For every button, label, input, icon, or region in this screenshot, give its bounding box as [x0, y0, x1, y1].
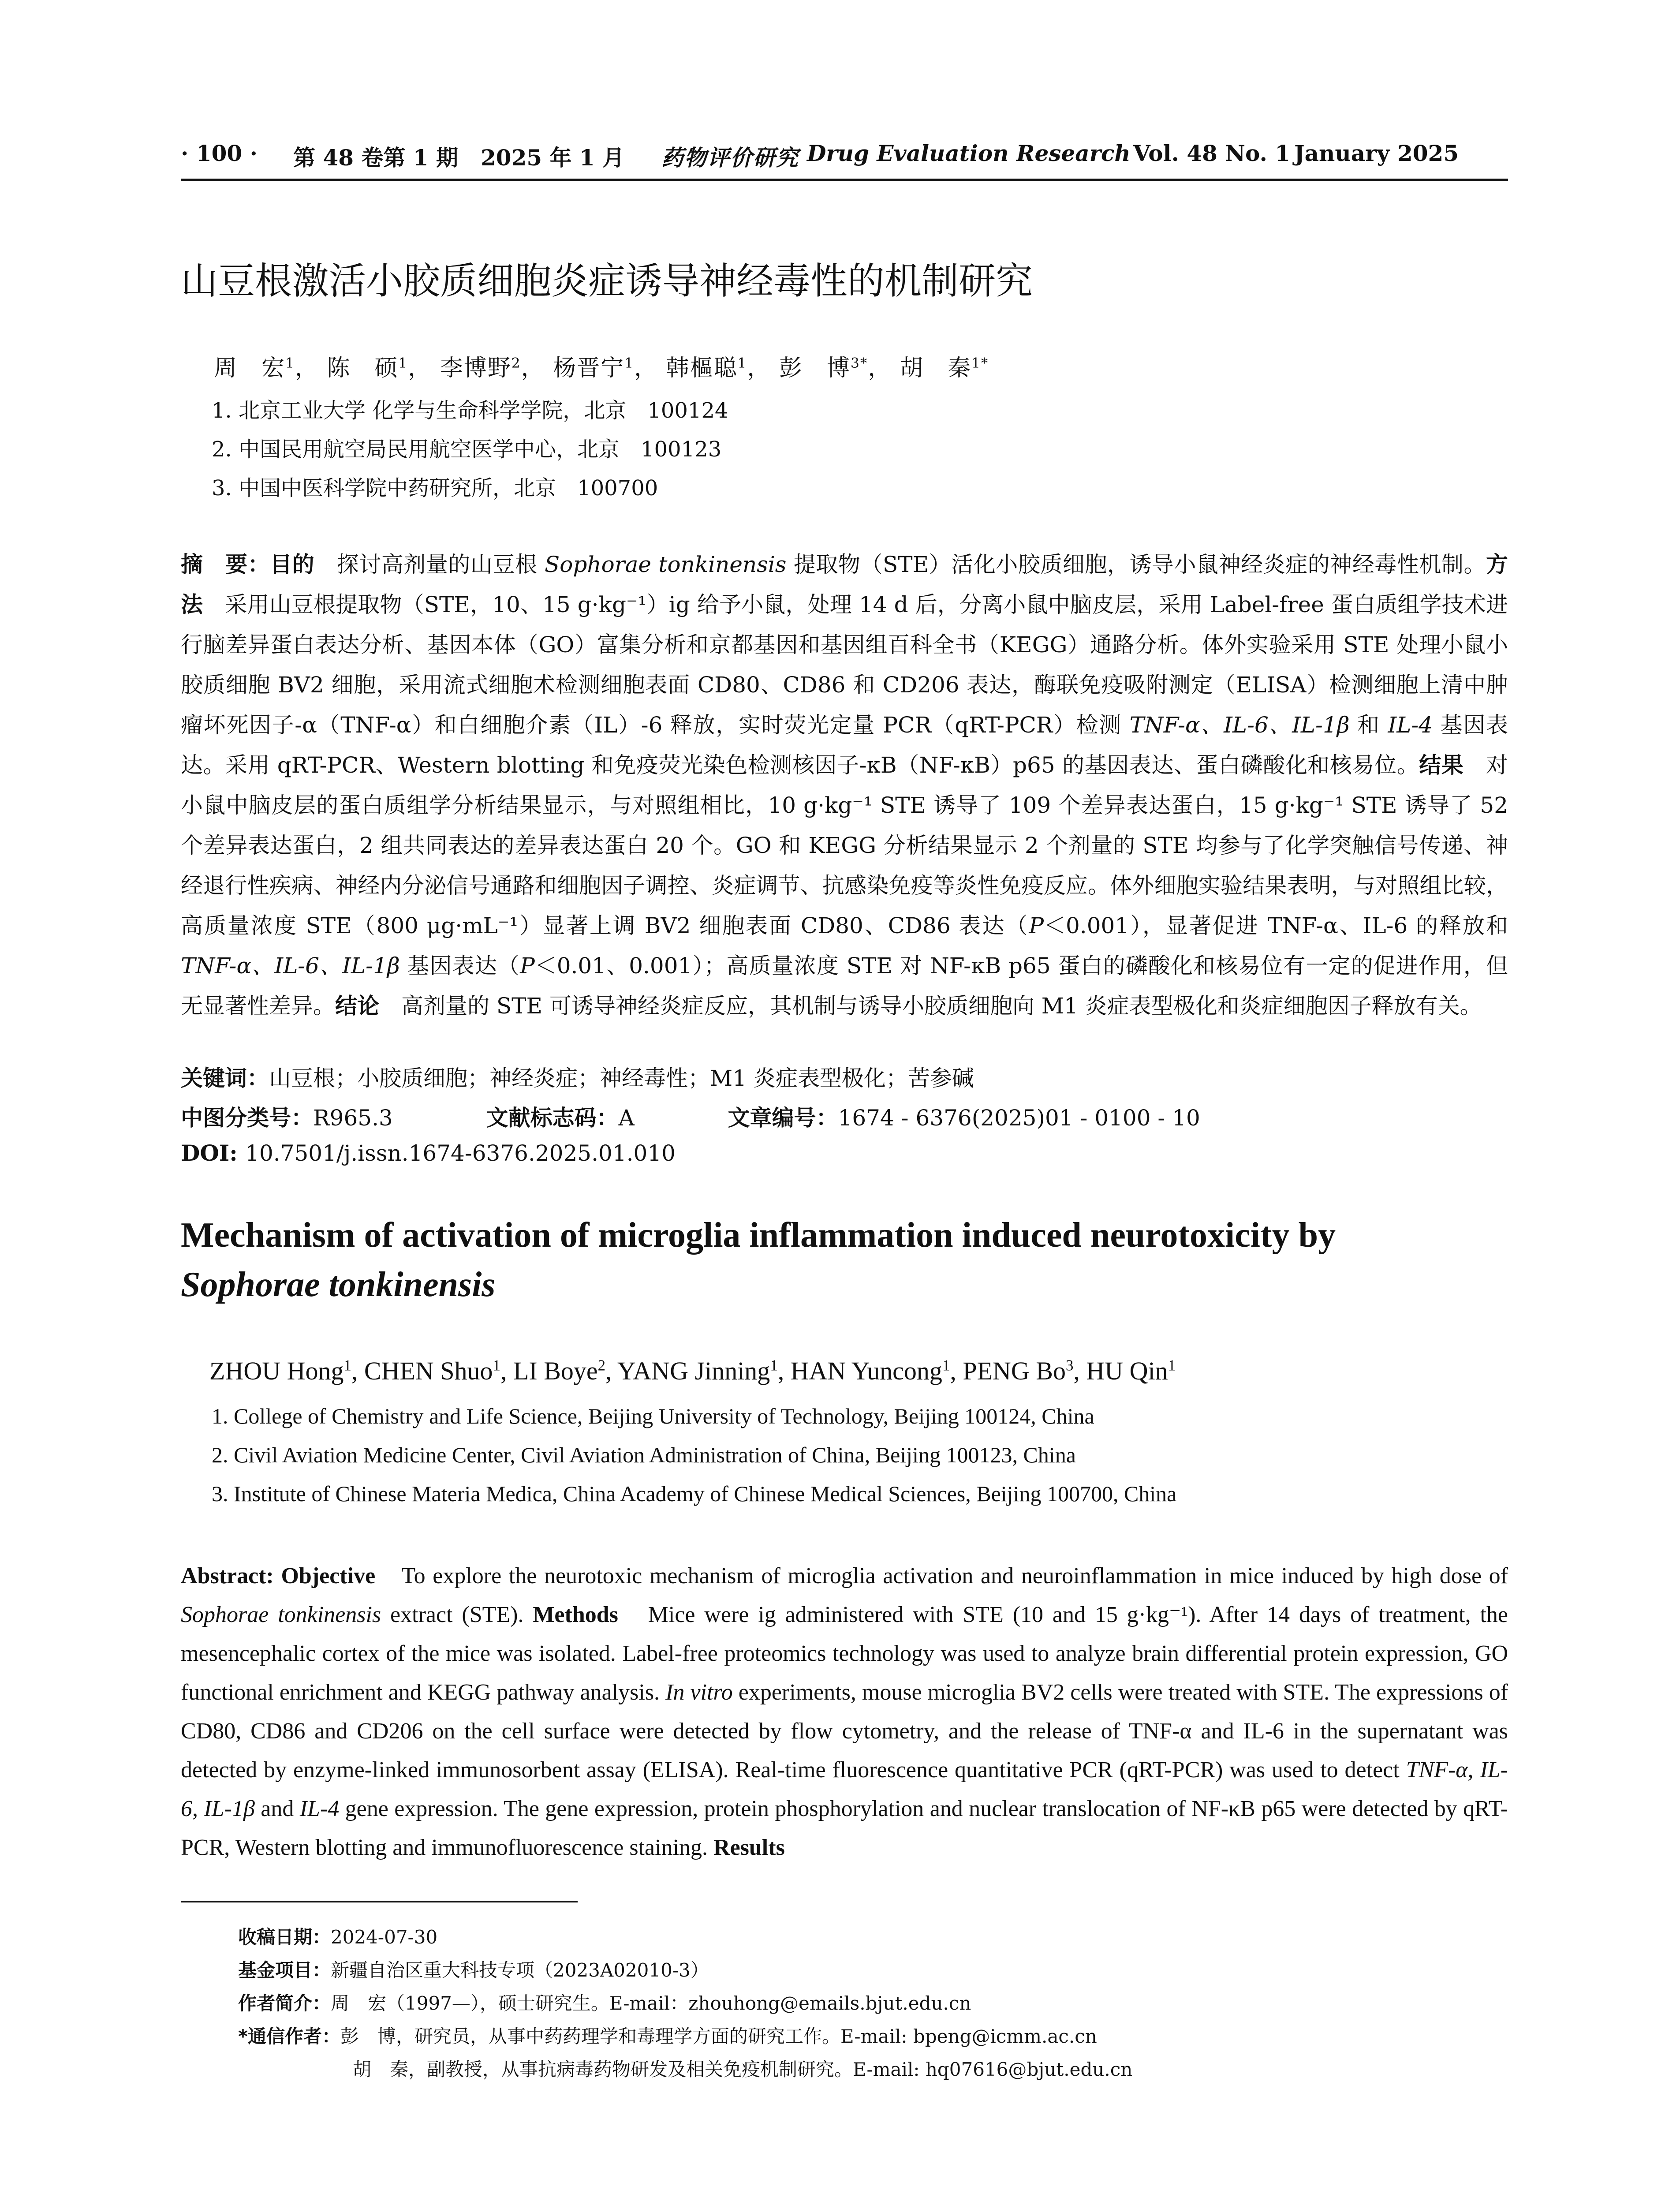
journal-name-en: Drug Evaluation Research: [807, 140, 1131, 166]
volume-cn: 第 48 卷第 1 期: [293, 145, 458, 171]
author-en: CHEN Shuo$^1$: [364, 1357, 500, 1385]
footnote-rule: [181, 1901, 578, 1902]
page-title-en: Mechanism of activation of microglia inflammation induced neurotoxicity by Sophorae tonkinensis: [181, 1216, 1336, 1304]
abstract-cn: 摘 要：目的 探讨高剂量的山豆根 Sophorae tonkinensis 提取物（STE）活化小胶质细胞，诱导小鼠神经炎症的神经毒性机制。方法 采用山豆根提取物（STE，10、15 g·kg⁻¹）ig 给予小鼠，处理 14 d 后，分离小鼠中脑皮层，采用 Label-free 蛋白质组学技术进行脑差异蛋白表达分析、基因本体（GO）富集分析和京都基因和基因组百科全书（KEGG）通路分析。体外实验采用 STE 处理小鼠小胶质细胞 BV2 细胞，采用流式细胞术检测细胞表面 CD80、CD86 和 CD206 表达，酶联免疫吸附测定（ELISA）检测细胞上清中肿瘤坏死因子-α（TNF-α）和白细胞介素（IL）-6 释放，实时荧光定量 PCR（qRT-PCR）检测 TNF-α、IL-6、IL-1β 和 IL-4 基因表达。采用 qRT-PCR、Western blotting 和免疫荧光染色检测核因子-κB（NF-κB）p65 的基因表达、蛋白磷酸化和核易位。结果 对小鼠中脑皮层的蛋白质组学分析结果显示，与对照组相比，10 g·kg⁻¹ STE 诱导了 109 个差异表达蛋白，15 g·kg⁻¹ STE 诱导了 52 个差异表达蛋白，2 组共同表达的差异表达蛋白 20 个。GO 和 KEGG 分析结果显示 2 个剂量的 STE 均参与了化学突触信号传递、神经退行性疾病、神经内分泌信号通路和细胞因子调控、炎症调节、抗感染免疫等炎性免疫反应。体外细胞实验结果表明，与对照组比较，高质量浓度 STE（800 μg·mL⁻¹）显著上调 BV2 细胞表面 CD80、CD86 表达（P＜0.001），显著促进 TNF-α、IL-6 的释放和 TNF-α、IL-6、IL-1β 基因表达（P＜0.01、0.001）；高质量浓度 STE 对 NF-κB p65 蛋白的磷酸化和核易位有一定的促进作用，但无显著性差异。结论 高剂量的 STE 可诱导神经炎症反应，其机制与诱导小胶质细胞向 M1 炎症表型极化和炎症细胞因子释放有关。: [181, 552, 1508, 1019]
author-cn: 陈 硕$^1$: [327, 355, 408, 381]
page-title-cn: 山豆根激活小胶质细胞炎症诱导神经毒性的机制研究: [181, 259, 1033, 303]
footnote-corresponding: *通信作者：彭 博，研究员，从事中药药理学和毒理学方面的研究工作。E-mail: bpeng@icmm.ac.cn: [238, 2026, 1097, 2047]
author-en: YANG Jinning$^1$: [617, 1357, 778, 1385]
conclusion-label-cn: 结论: [335, 993, 379, 1019]
footnote-corresponding-2: 胡 秦，副教授，从事抗病毒药物研发及相关免疫机制研究。E-mail: hq07616@bjut.edu.cn: [353, 2059, 1133, 2080]
abstract-en: Abstract: Objective To explore the neurotoxic mechanism of microglia activation and neuroinflammation in mice induced by high dose of Sophorae tonkinensis extract (STE). Methods Mice were ig administered with STE (10 and 15 g·kg⁻¹). After 14 days of treatment, the mesencephalic cortex of the mice was isolated. Label-free proteomics technology was used to analyze brain differential protein expression, GO functional enrichment and KEGG pathway analysis. In vitro experiments, mouse microglia BV2 cells were treated with STE. The expressions of CD80, CD86 and CD206 on the cell surface were detected by flow cytometry, and the release of TNF-α and IL-6 in the supernatant was detected by enzyme-linked immunosorbent assay (ELISA). Real-time fluorescence quantitative PCR (qRT-PCR) was used to detect TNF-α, IL-6, IL-1β and IL-4 gene expression. The gene expression, protein phosphorylation and nuclear translocation of NF-κB p65 were detected by qRT-PCR, Western blotting and immunofluorescence staining. Results: [181, 1563, 1508, 1860]
affiliation-cn-2: 2. 中国民用航空局民用航空医学中心，北京 100123: [212, 437, 722, 462]
methods-label-cn: 方法: [181, 552, 1508, 617]
author-cn: 彭 博$^{3*}$: [779, 355, 868, 381]
page-number: · 100 ·: [181, 140, 258, 166]
author-cn: 杨晋宁$^1$: [553, 355, 635, 381]
abstract-label-en: Abstract: Objective: [181, 1563, 376, 1588]
keywords-cn: 关键词：山豆根；小胶质细胞；神经炎症；神经毒性；M1 炎症表型极化；苦参碱: [181, 1065, 974, 1091]
methods-label-en: Methods: [533, 1602, 618, 1627]
doi-row: DOI: 10.7501/j.issn.1674-6376.2025.01.010: [181, 1140, 676, 1166]
footnote-author-bio: 作者简介：周 宏（1997—），硕士研究生。E-mail：zhouhong@emails.bjut.edu.cn: [238, 1992, 971, 2014]
affiliation-cn-1: 1. 北京工业大学 化学与生命科学学院，北京 100124: [212, 398, 728, 423]
journal-logo: 药物评价研究: [661, 145, 799, 171]
author-en: PENG Bo$^3$: [963, 1357, 1074, 1385]
author-en: ZHOU Hong$^1$: [209, 1357, 351, 1385]
volume-en: Vol. 48 No. 1: [1133, 140, 1291, 166]
author-cn: 韩樞聪$^1$: [666, 355, 747, 381]
affiliation-en-3: 3. Institute of Chinese Materia Medica, China Academy of Chinese Medical Sciences, Beijing 100700, China: [212, 1481, 1177, 1506]
date-cn: 2025 年 1 月: [481, 145, 625, 171]
abstract-label-cn: 摘 要：: [181, 552, 270, 577]
author-list-en: ZHOU Hong$^1$, CHEN Shuo$^1$, LI Boye$^2$, YANG Jinning$^1$, HAN Yuncong$^1$, PENG Bo$^3$, HU Qin$^1$: [209, 1357, 1176, 1385]
author-list-cn: 周 宏$^1$， 陈 硕$^1$， 李博野$^2$， 杨晋宁$^1$， 韩樞聪$^1$， 彭 博$^{3*}$， 胡 秦$^{1*}$: [214, 355, 989, 381]
results-label-en: Results: [713, 1835, 785, 1860]
header-rule: [181, 179, 1508, 181]
doi-link[interactable]: 10.7501/j.issn.1674-6376.2025.01.010: [245, 1140, 676, 1166]
author-cn: 李博野$^2$: [440, 355, 521, 381]
author-en: HAN Yuncong$^1$: [790, 1357, 950, 1385]
date-en: January 2025: [1294, 140, 1459, 166]
footnote-received: 收稿日期：2024-07-30: [238, 1926, 438, 1948]
affiliation-cn-3: 3. 中国中医科学院中药研究所，北京 100700: [212, 476, 658, 501]
author-cn: 胡 秦$^{1*}$: [900, 355, 989, 381]
results-label-cn: 结果: [1419, 752, 1464, 778]
classification-row: 中图分类号：R965.3 文献标志码：A 文章编号：1674 - 6376(2025)01 - 0100 - 10: [181, 1105, 1200, 1131]
affiliation-en-2: 2. Civil Aviation Medicine Center, Civil Aviation Administration of China, Beijing 100123, China: [212, 1443, 1076, 1467]
author-en: HU Qin$^1$: [1086, 1357, 1176, 1385]
running-header: [181, 140, 1499, 180]
author-en: LI Boye$^2$: [513, 1357, 606, 1385]
objective-label-cn: 目的: [270, 552, 315, 577]
affiliation-en-1: 1. College of Chemistry and Life Science, Beijing University of Technology, Beijing 100124, China: [212, 1404, 1094, 1428]
author-cn: 周 宏$^1$: [214, 355, 295, 381]
footnote-fund: 基金项目：新疆自治区重大科技专项（2023A02010-3）: [238, 1959, 709, 1981]
